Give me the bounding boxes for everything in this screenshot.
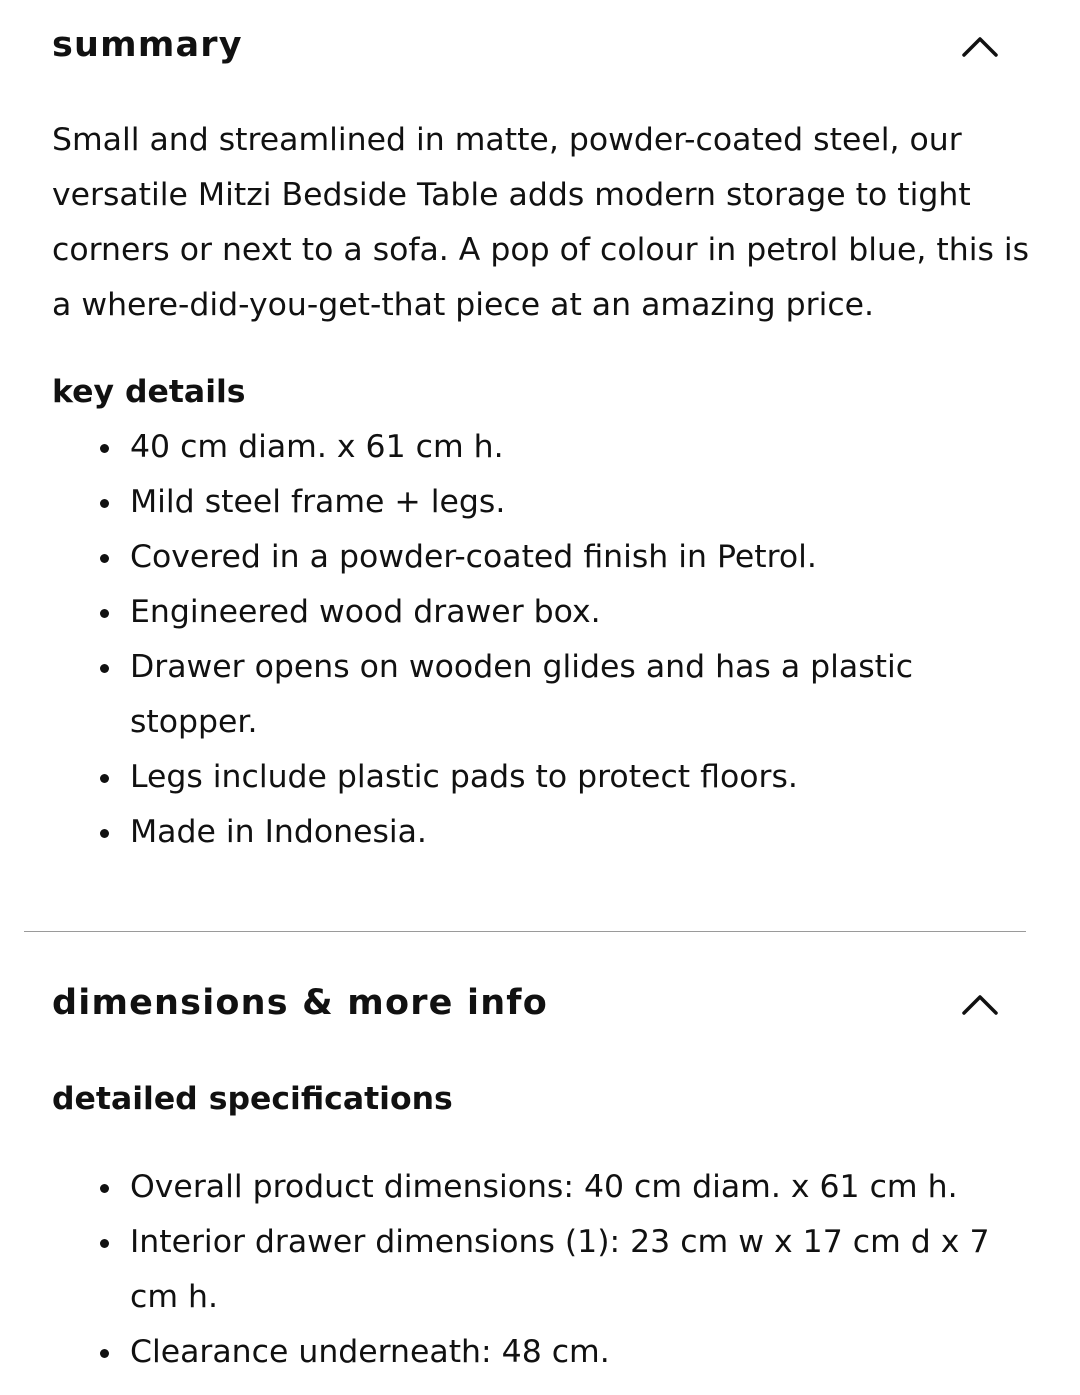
list-item: Mild steel frame + legs. xyxy=(130,475,1080,530)
list-item: Clearance underneath: 48 cm. xyxy=(130,1325,1080,1380)
summary-description: Small and streamlined in matte, powder-coated steel, our versatile Mitzi Bedside Table adds modern storage to tight corners or next to a sofa. A pop of colour in petrol blue, this is a where-did-you-get-that piece at an amazing price. xyxy=(52,122,1030,323)
key-details-list xyxy=(52,420,1080,860)
list-item: 40 cm diam. x 61 cm h. xyxy=(130,420,1080,475)
dimensions-title: dimensions & more info xyxy=(52,983,548,1023)
summary-header[interactable] xyxy=(52,25,1000,65)
list-item: Drawer opens on wooden glides and has a plastic stopper. xyxy=(130,640,1080,750)
section-divider xyxy=(24,931,1026,932)
list-item: Covered in a powder-coated finish in Petrol. xyxy=(130,530,1080,585)
chevron-up-icon[interactable] xyxy=(960,31,1000,61)
list-item: Overall product dimensions: 40 cm diam. x 61 cm h. xyxy=(130,1160,1080,1215)
summary-title: summary xyxy=(52,25,243,65)
list-item: Made in Indonesia. xyxy=(130,805,1080,860)
specifications-list xyxy=(52,1160,1080,1380)
detailed-specifications-heading: detailed specifications xyxy=(52,1081,453,1117)
key-details-heading: key details xyxy=(52,374,246,410)
list-item: Legs include plastic pads to protect floors. xyxy=(130,750,1080,805)
dimensions-header[interactable] xyxy=(52,983,1000,1023)
chevron-up-icon[interactable] xyxy=(960,989,1000,1019)
list-item: Engineered wood drawer box. xyxy=(130,585,1080,640)
list-item: Interior drawer dimensions (1): 23 cm w x 17 cm d x 7 cm h. xyxy=(130,1215,1080,1325)
